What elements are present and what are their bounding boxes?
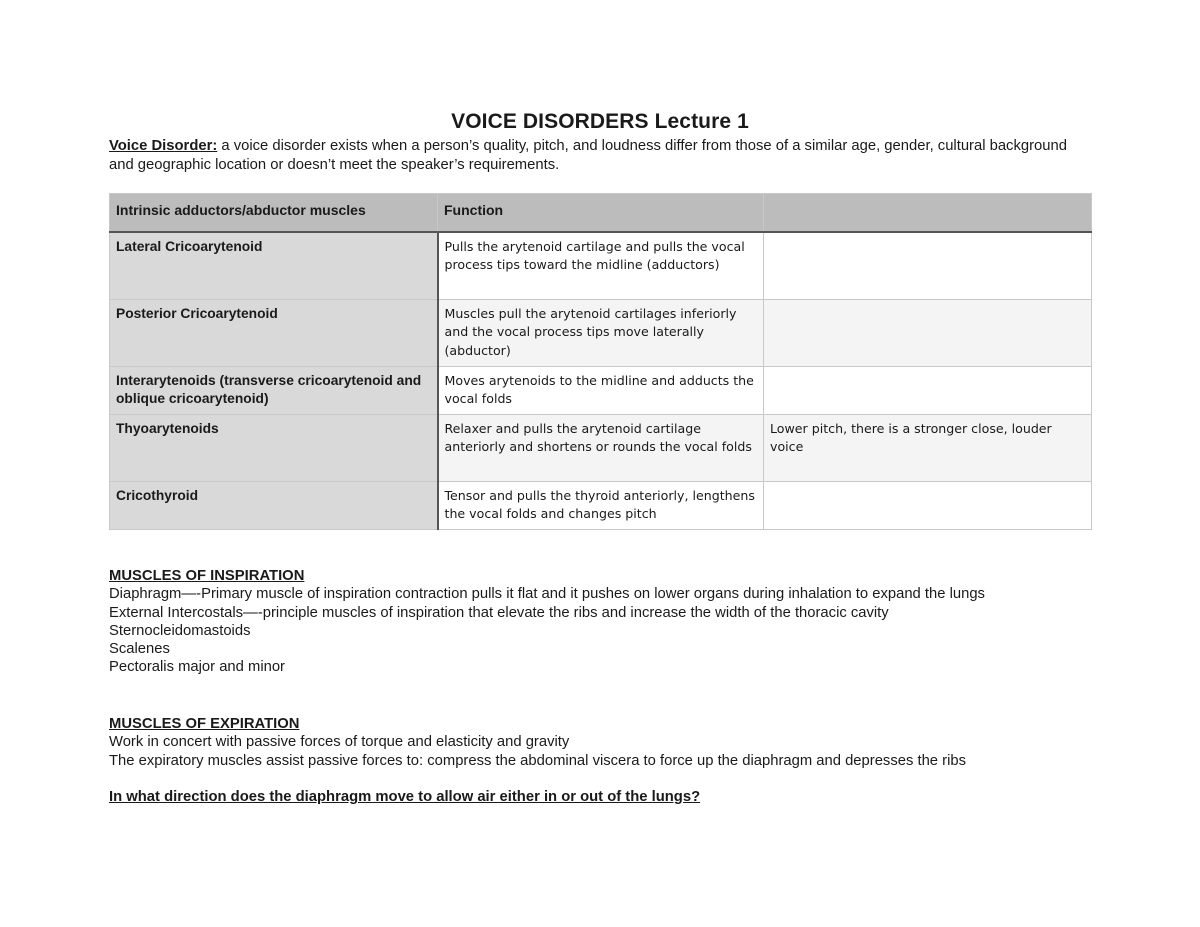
- study-question: In what direction does the diaphragm move to allow air either in or out of the lungs?: [109, 789, 701, 805]
- title-main: VOICE DISORDERS: [451, 110, 649, 133]
- table-row: [110, 482, 1092, 530]
- inspiration-line: Diaphragm—-Primary muscle of inspiration contraction pulls it flat and it pushes on lower organs during inhalation to expand the lungs: [109, 586, 985, 603]
- muscle-note: [764, 367, 1092, 415]
- expiration-heading: MUSCLES OF EXPIRATION: [109, 716, 300, 732]
- muscle-name: Posterior Cricoarytenoid: [110, 300, 438, 367]
- expiration-line: Work in concert with passive forces of torque and elasticity and gravity: [109, 734, 570, 751]
- inspiration-section: [109, 567, 1109, 677]
- muscle-function: Pulls the arytenoid cartilage and pulls the vocal process tips toward the midline (adductors): [438, 232, 764, 300]
- definition-text: a voice disorder exists when a person’s quality, pitch, and loudness differ from those of a similar age, gender, cultural background and geographic location or doesn’t meet the speaker’s requirements.: [109, 138, 1067, 173]
- inspiration-line: Scalenes: [109, 641, 170, 658]
- table-header-row: [110, 194, 1092, 233]
- muscle-name: Thyoarytenoids: [110, 415, 438, 482]
- definition-paragraph: [109, 137, 1069, 174]
- inspiration-line: External Intercostals—-principle muscles of inspiration that elevate the ribs and increase the width of the thoracic cavity: [109, 604, 889, 621]
- muscle-function: Muscles pull the arytenoid cartilages inferiorly and the vocal process tips move laterally (abductor): [438, 300, 764, 367]
- definition-term: Voice Disorder:: [109, 138, 218, 154]
- title-sub: Lecture 1: [654, 110, 749, 133]
- muscle-name: Lateral Cricoarytenoid: [110, 232, 438, 300]
- inspiration-line: Pectoralis major and minor: [109, 659, 285, 676]
- expiration-line: The expiratory muscles assist passive forces to: compress the abdominal viscera to force up the diaphragm and depresses the ribs: [109, 752, 966, 769]
- table-row: [110, 300, 1092, 367]
- table-row: [110, 232, 1092, 300]
- muscle-function: Tensor and pulls the thyroid anteriorly, lengthens the vocal folds and changes pitch: [438, 482, 764, 530]
- muscle-note: [764, 482, 1092, 530]
- expiration-section: [109, 715, 1109, 770]
- muscle-name: Cricothyroid: [110, 482, 438, 530]
- muscle-function: Relaxer and pulls the arytenoid cartilage anteriorly and shortens or rounds the vocal folds: [438, 415, 764, 482]
- muscles-table: [109, 193, 1092, 530]
- header-notes: [764, 194, 1092, 233]
- inspiration-line: Sternocleidomastoids: [109, 622, 251, 639]
- page-title: [0, 110, 1200, 134]
- muscle-note: Lower pitch, there is a stronger close, louder voice: [764, 415, 1092, 482]
- header-function: Function: [438, 194, 764, 233]
- muscle-name: Interarytenoids (transverse cricoarytenoid and oblique cricoarytenoid): [110, 367, 438, 415]
- table-row: [110, 415, 1092, 482]
- header-muscles: Intrinsic adductors/abductor muscles: [110, 194, 438, 233]
- table-row: [110, 367, 1092, 415]
- muscle-note: [764, 300, 1092, 367]
- inspiration-heading: MUSCLES OF INSPIRATION: [109, 568, 305, 584]
- muscle-function: Moves arytenoids to the midline and adducts the vocal folds: [438, 367, 764, 415]
- muscle-note: [764, 232, 1092, 300]
